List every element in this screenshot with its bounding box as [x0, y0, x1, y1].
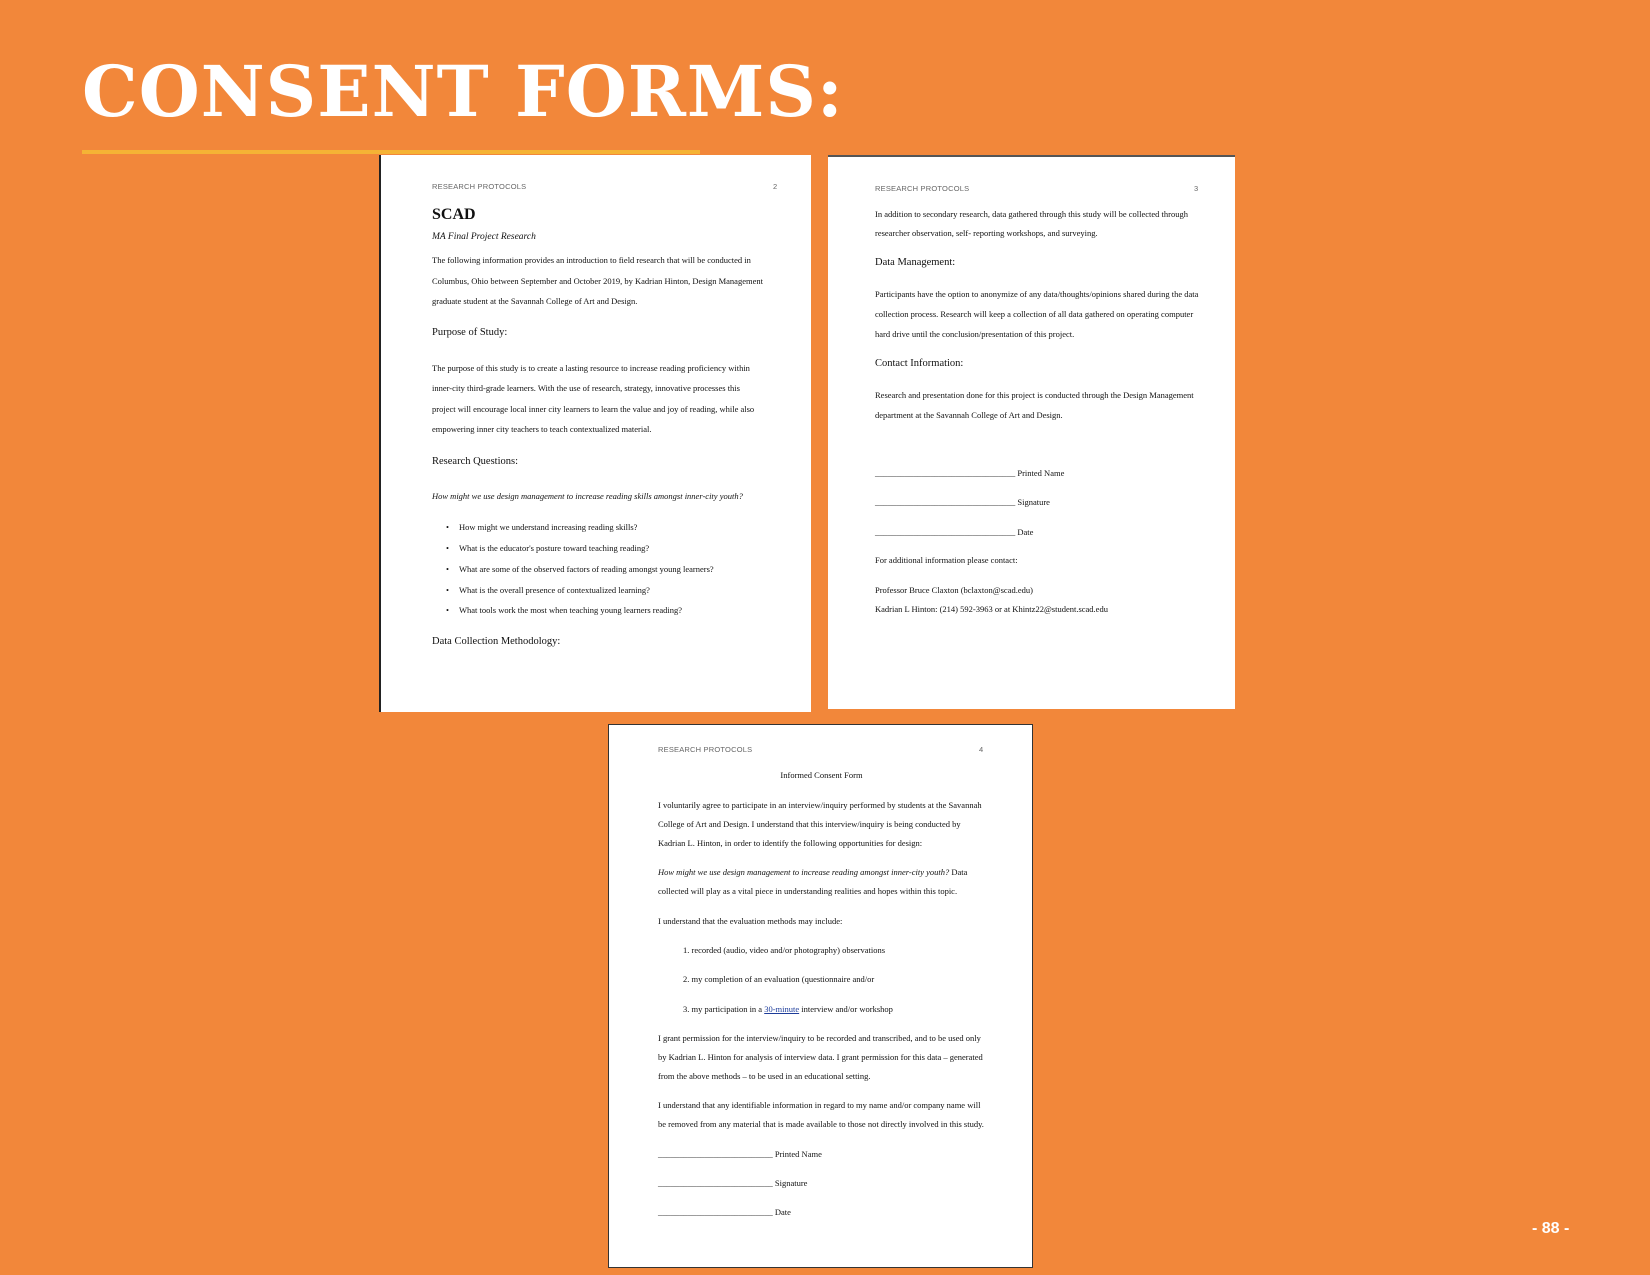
list-item: • What are some of the observed factors of reading amongst young learners? — [459, 564, 714, 574]
consent-line: I understand that the evaluation methods may include: — [658, 916, 843, 926]
list-text: interview and/or workshop — [801, 1004, 893, 1014]
list-item: • What is the overall presence of contextualized learning? — [459, 585, 650, 595]
intro-line: Columbus, Ohio between September and October 2019, by Kadrian Hinton, Design Management — [432, 276, 763, 286]
additional-info: For additional information please contact: — [875, 555, 1018, 565]
signature-line-date: _________________________________ Date — [875, 527, 1034, 537]
purpose-line: inner-city third-grade learners. With the use of research, strategy, innovative processes this — [432, 383, 740, 393]
data-line: Participants have the option to anonymize of any data/thoughts/opinions shared during the data — [875, 289, 1199, 299]
intro-line: researcher observation, self- reporting workshops, and surveying. — [875, 228, 1098, 238]
consent-line: I grant permission for the interview/inquiry to be recorded and transcribed, and to be used only — [658, 1033, 981, 1043]
contact-person: Professor Bruce Claxton (bclaxton@scad.edu) — [875, 585, 1033, 595]
slide-title: CONSENT FORMS: — [82, 50, 844, 133]
purpose-line: The purpose of this study is to create a lasting resource to increase reading proficiency within — [432, 363, 750, 373]
duration-link[interactable]: 30-minute — [764, 1004, 800, 1014]
consent-line: by Kadrian L. Hinton for analysis of interview data. I grant permission for this data – generated — [658, 1052, 983, 1062]
intro-line: In addition to secondary research, data gathered through this study will be collected through — [875, 209, 1188, 219]
list-item: 1. recorded (audio, video and/or photography) observations — [683, 945, 886, 955]
signature-line-printed-name: _________________________________ Printed Name — [875, 468, 1065, 478]
section-heading: Research Questions: — [432, 456, 519, 467]
intro-line: graduate student at the Savannah College of Art and Design. — [432, 296, 638, 306]
form-heading: Informed Consent Form — [780, 770, 863, 780]
doc-heading: SCAD — [432, 206, 476, 223]
slide-page-number: - 88 - — [1532, 1220, 1570, 1237]
contact-line: Research and presentation done for this project is conducted through the Design Management — [875, 390, 1194, 400]
document-page-4 — [608, 724, 1033, 1268]
page-number: 2 — [773, 182, 778, 191]
list-item: 2. my completion of an evaluation (questionnaire and/or — [683, 974, 875, 984]
document-page-3 — [828, 155, 1235, 709]
consent-text: Data — [951, 867, 968, 877]
contact-line: department at the Savannah College of Art and Design. — [875, 410, 1063, 420]
document-page-2 — [379, 155, 811, 712]
design-question: How might we use design management to increase reading amongst inner-city youth? — [658, 867, 950, 877]
consent-line: I understand that any identifiable information in regard to my name and/or company name will — [658, 1100, 981, 1110]
list-item: • What is the educator's posture toward teaching reading? — [459, 543, 649, 553]
purpose-line: project will encourage local inner city learners to learn the value and joy of reading, while also — [432, 404, 755, 414]
list-item: • What tools work the most when teaching young learners reading? — [459, 605, 682, 615]
consent-line: I voluntarily agree to participate in an interview/inquiry performed by students at the Savannah — [658, 800, 982, 810]
section-heading: Data Management: — [875, 257, 956, 268]
consent-line: from the above methods – to be used in an educational setting. — [658, 1071, 871, 1081]
intro-line: The following information provides an introduction to field research that will be conducted in — [432, 255, 751, 265]
list-text: 3. my participation in a — [683, 1004, 763, 1014]
signature-line-date: ___________________________ Date — [658, 1207, 791, 1217]
data-line: collection process. Research will keep a collection of all data gathered on operating computer — [875, 309, 1194, 319]
signature-line-signature: _________________________________ Signature — [875, 497, 1050, 507]
running-head: RESEARCH PROTOCOLS — [432, 182, 527, 191]
consent-line: collected will play as a vital piece in understanding realities and hopes within this topic. — [658, 886, 958, 896]
list-item — [683, 1004, 893, 1014]
page-number: 4 — [979, 745, 984, 754]
section-heading: Purpose of Study: — [432, 327, 508, 338]
consent-line: College of Art and Design. I understand that this interview/inquiry is being conducted by — [658, 819, 961, 829]
doc-subheading: MA Final Project Research — [432, 232, 536, 242]
title-underline — [82, 150, 700, 154]
consent-line — [658, 867, 967, 877]
signature-line-printed-name: ___________________________ Printed Name — [658, 1149, 822, 1159]
list-item: • How might we understand increasing reading skills? — [459, 522, 637, 532]
running-head: RESEARCH PROTOCOLS — [875, 184, 970, 193]
data-line: hard drive until the conclusion/presentation of this project. — [875, 329, 1075, 339]
contact-person: Kadrian L Hinton: (214) 592-3963 or at Khintz22@student.scad.edu — [875, 604, 1108, 614]
section-heading: Data Collection Methodology: — [432, 636, 561, 647]
section-heading: Contact Information: — [875, 358, 964, 369]
page-number: 3 — [1194, 184, 1199, 193]
running-head: RESEARCH PROTOCOLS — [658, 745, 753, 754]
consent-line: Kadrian L. Hinton, in order to identify the following opportunities for design: — [658, 838, 923, 848]
signature-line-signature: ___________________________ Signature — [658, 1178, 808, 1188]
consent-line: be removed from any material that is made available to those not directly involved in this study. — [658, 1119, 984, 1129]
purpose-line: empowering inner city teachers to teach contextualized material. — [432, 424, 652, 434]
main-question: How might we use design management to increase reading skills amongst inner-city youth? — [432, 491, 743, 501]
